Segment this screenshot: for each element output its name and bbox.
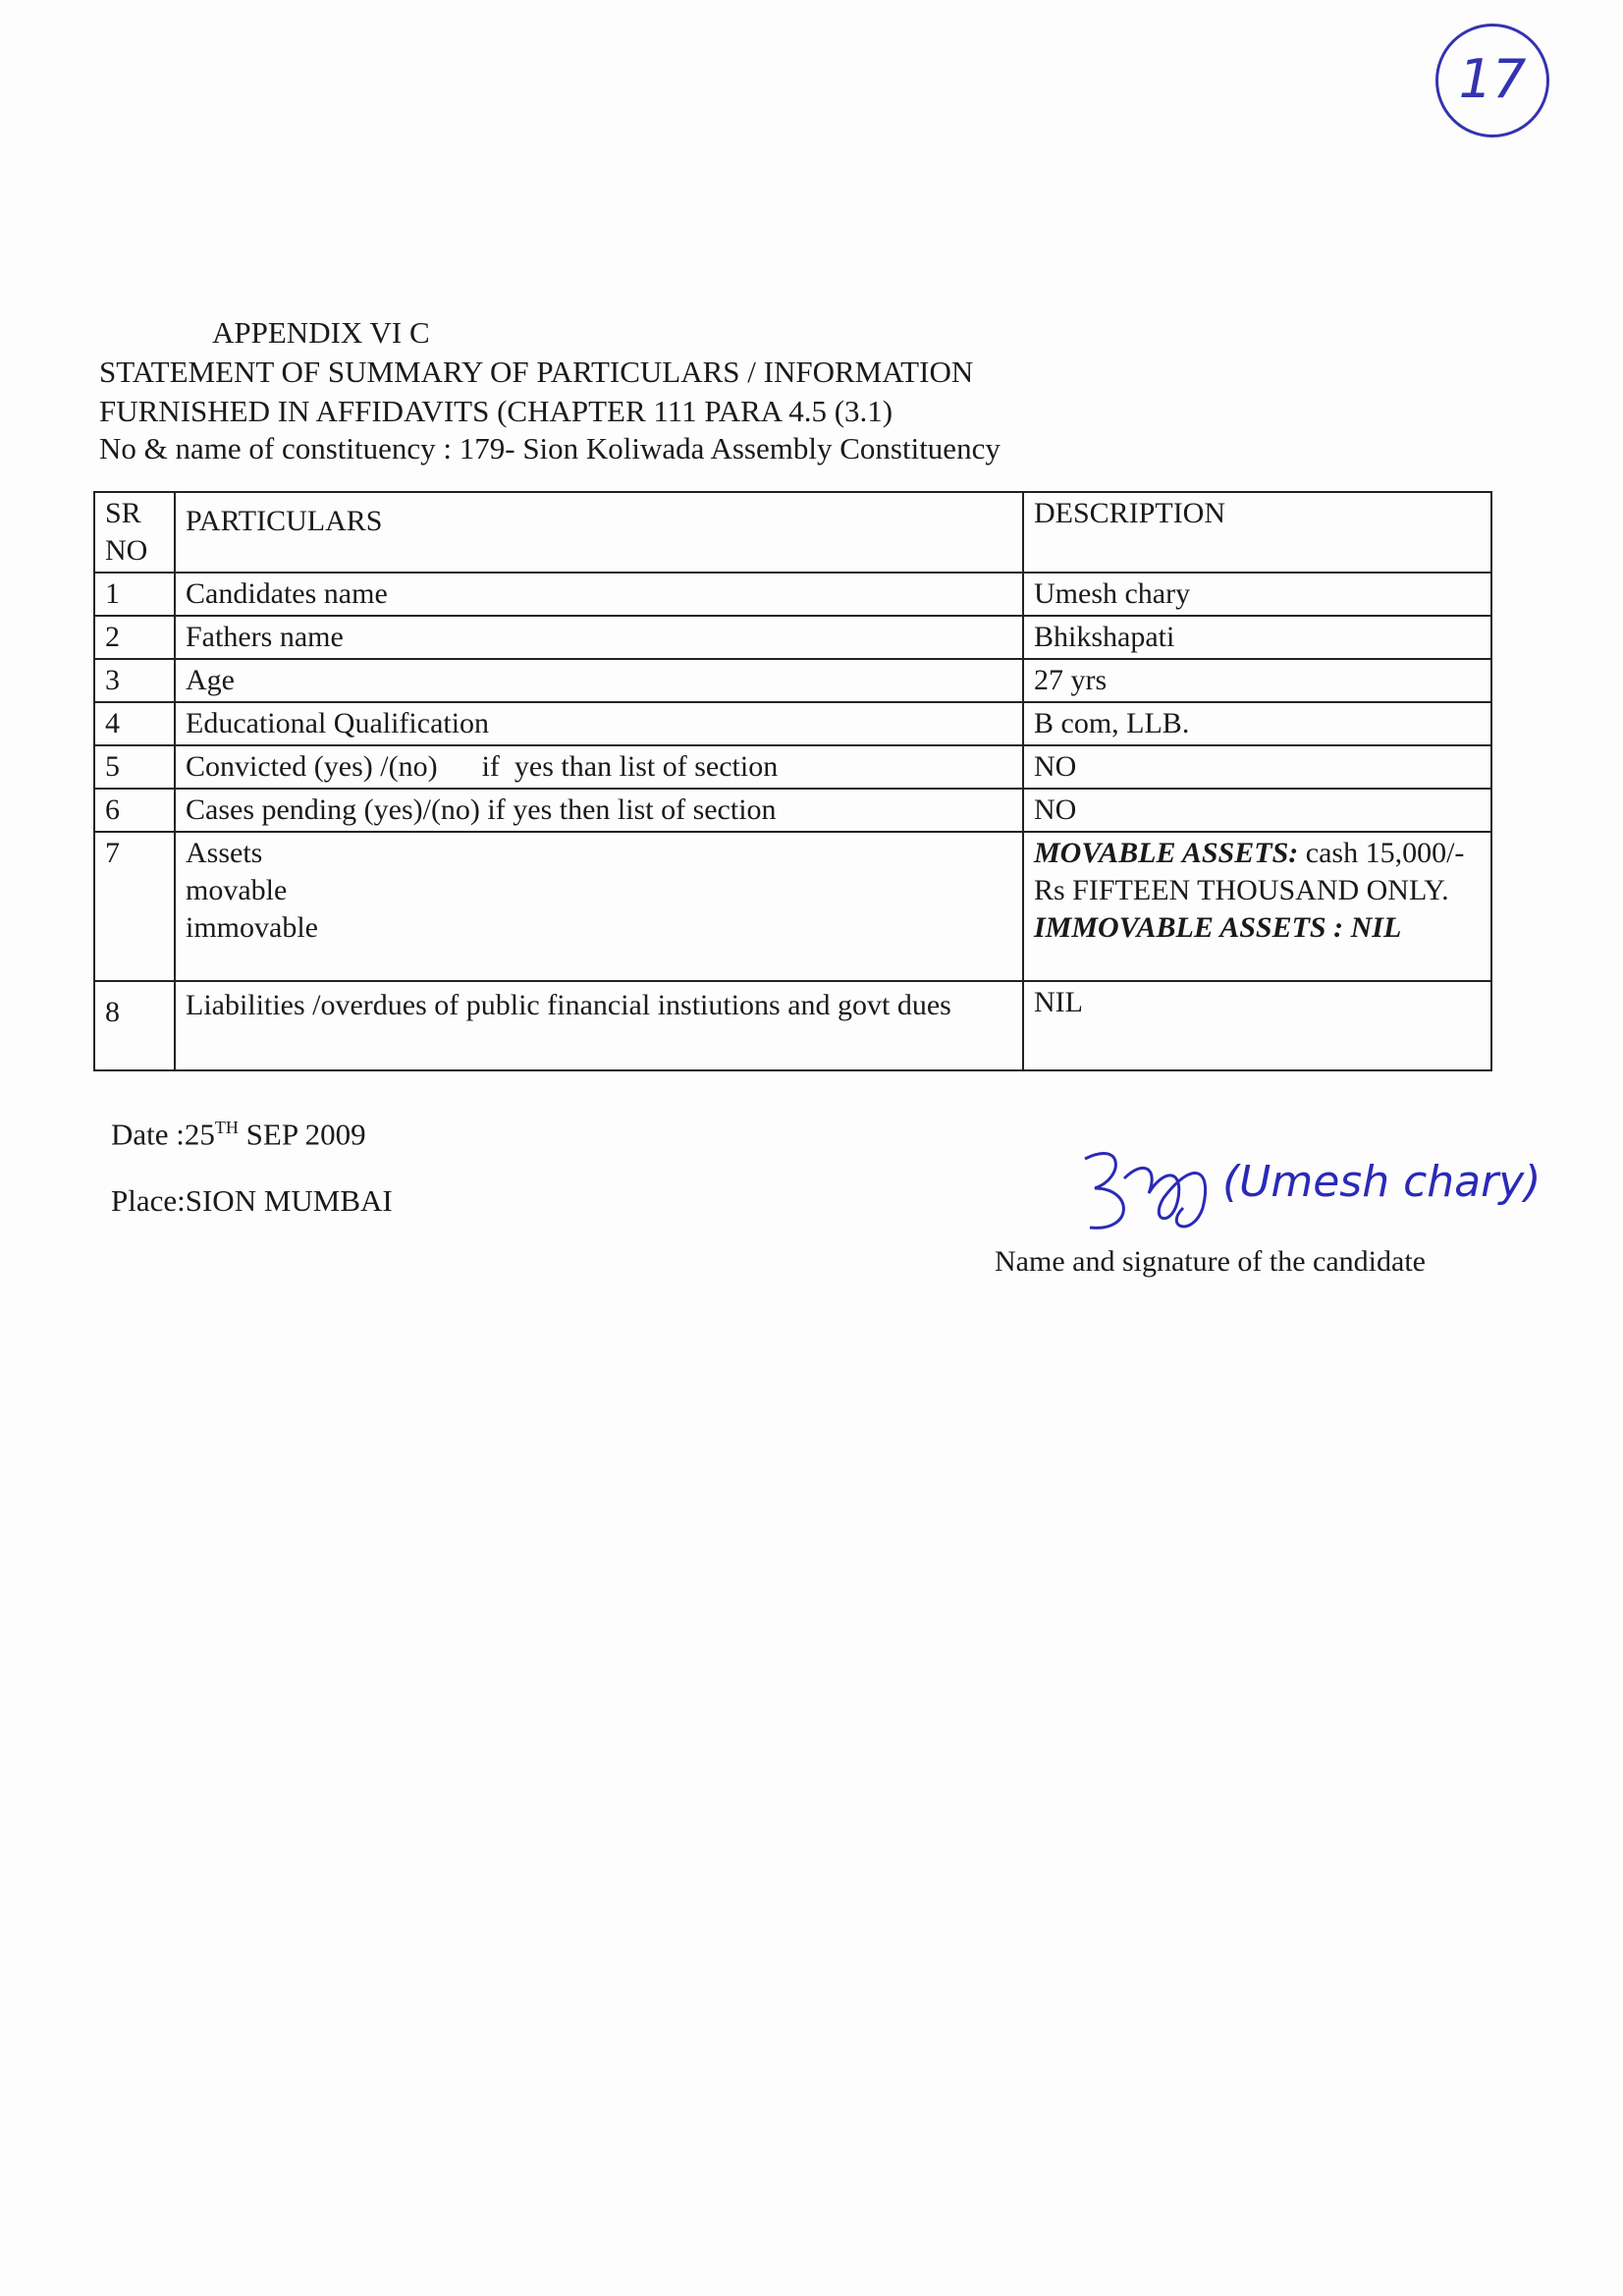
document-title-line1: STATEMENT OF SUMMARY OF PARTICULARS / INFORMATION bbox=[99, 355, 974, 389]
table-row bbox=[94, 573, 1491, 616]
sr-cell: 8 bbox=[94, 981, 175, 1070]
constituency-line: No & name of constituency : 179- Sion Koliwada Assembly Constituency bbox=[99, 431, 1001, 465]
sr-cell: 3 bbox=[94, 659, 175, 702]
table-row bbox=[94, 616, 1491, 659]
header-description: DESCRIPTION bbox=[1023, 492, 1491, 573]
description-cell: Bhikshapati bbox=[1023, 616, 1491, 659]
table-row bbox=[94, 702, 1491, 745]
particular-cell: Educational Qualification bbox=[175, 702, 1023, 745]
table-row bbox=[94, 981, 1491, 1070]
place-line: Place:SION MUMBAI bbox=[111, 1183, 393, 1218]
particular-cell bbox=[175, 832, 1023, 981]
sr-cell: 6 bbox=[94, 789, 175, 832]
table-row bbox=[94, 659, 1491, 702]
particular-cell: Fathers name bbox=[175, 616, 1023, 659]
table-row bbox=[94, 745, 1491, 789]
particular-line: immovable bbox=[186, 911, 318, 944]
sr-cell: 5 bbox=[94, 745, 175, 789]
date-rest: SEP 2009 bbox=[238, 1117, 366, 1152]
sr-cell: 7 bbox=[94, 832, 175, 981]
particular-cell: Liabilities /overdues of public financial instiutions and govt dues bbox=[175, 981, 1023, 1070]
description-cell bbox=[1023, 832, 1491, 981]
date-line bbox=[111, 1105, 366, 1157]
description-cell: NIL bbox=[1023, 981, 1491, 1070]
description-cell: Umesh chary bbox=[1023, 573, 1491, 616]
sr-cell: 2 bbox=[94, 616, 175, 659]
particular-line: Assets bbox=[186, 837, 263, 869]
sr-cell: 1 bbox=[94, 573, 175, 616]
date-suffix: TH bbox=[214, 1118, 239, 1137]
particular-cell: Cases pending (yes)/(no) if yes then list of section bbox=[175, 789, 1023, 832]
page-number-stamp: 17 bbox=[1435, 24, 1549, 137]
table-row bbox=[94, 832, 1491, 981]
description-cell: NO bbox=[1023, 789, 1491, 832]
immovable-assets: IMMOVABLE ASSETS : NIL bbox=[1034, 911, 1402, 944]
appendix-title: APPENDIX VI C bbox=[212, 315, 430, 350]
signature-scribble bbox=[1065, 1139, 1232, 1247]
particular-line: movable bbox=[186, 874, 288, 906]
signature-name: (Umesh chary) bbox=[1222, 1157, 1542, 1207]
document-title-line2: FURNISHED IN AFFIDAVITS (CHAPTER 111 PARA 4.5 (3.1) bbox=[99, 394, 893, 428]
movable-assets-value: cash 15,000/-Rs FIFTEEN THOUSAND ONLY. bbox=[1034, 837, 1465, 906]
description-cell: 27 yrs bbox=[1023, 659, 1491, 702]
particular-cell: Convicted (yes) /(no) if yes than list of section bbox=[175, 745, 1023, 789]
description-cell: B com, LLB. bbox=[1023, 702, 1491, 745]
table-header-row bbox=[94, 492, 1491, 573]
header-particulars: PARTICULARS bbox=[175, 492, 1023, 573]
sr-cell: 4 bbox=[94, 702, 175, 745]
particular-cell: Candidates name bbox=[175, 573, 1023, 616]
movable-assets-label: MOVABLE ASSETS: bbox=[1034, 837, 1299, 869]
particulars-table bbox=[93, 491, 1492, 1071]
particular-cell: Age bbox=[175, 659, 1023, 702]
signature-caption: Name and signature of the candidate bbox=[995, 1245, 1426, 1278]
table-row bbox=[94, 789, 1491, 832]
date-label: Date :25 bbox=[111, 1117, 215, 1152]
header-sr-no: SR NO bbox=[94, 492, 175, 573]
description-cell: NO bbox=[1023, 745, 1491, 789]
